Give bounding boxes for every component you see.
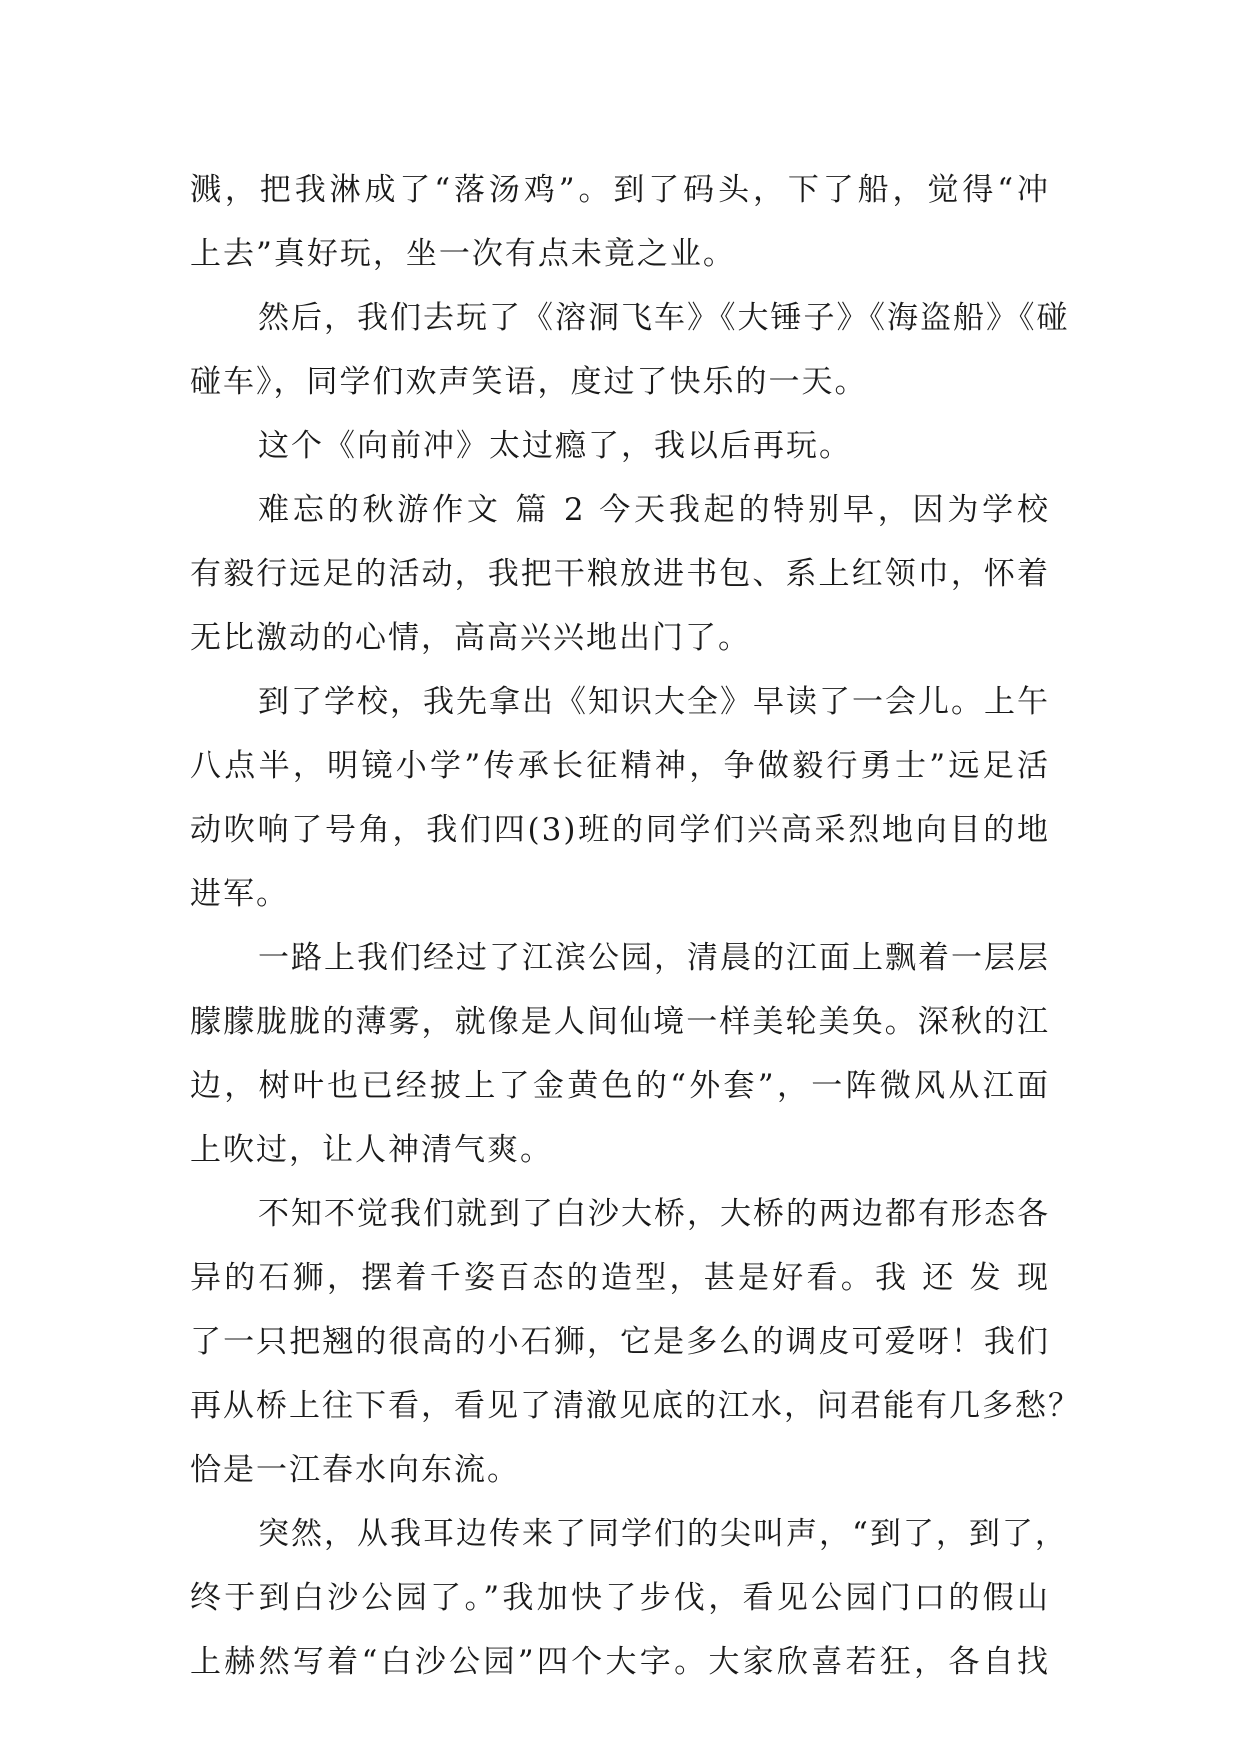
text-line: 动吹响了号角，我们四(3)班的同学们兴高采烈地向目的地 <box>190 812 1050 848</box>
text-line: 八点半，明镜小学”传承长征精神，争做毅行勇士”远足活 <box>190 748 1050 784</box>
paragraph-start-line: 突然，从我耳边传来了同学们的尖叫声，“到了，到了， <box>258 1516 1068 1552</box>
text-line: 了一只把翘的很高的小石狮，它是多么的调皮可爱呀！我们 <box>190 1324 1050 1360</box>
text-line: 上吹过，让人神清气爽。 <box>190 1132 553 1168</box>
text-line: 无比激动的心情，高高兴兴地出门了。 <box>190 620 751 656</box>
text-line: 上赫然写着“白沙公园”四个大字。大家欣喜若狂，各自找 <box>190 1644 1050 1680</box>
text-line: 异的石狮，摆着千姿百态的造型，甚是好看。我 还 发 现 <box>190 1260 1050 1296</box>
text-line: 进军。 <box>190 876 289 912</box>
paragraph-start-line: 不知不觉我们就到了白沙大桥，大桥的两边都有形态各 <box>258 1196 1050 1232</box>
text-line: 再从桥上往下看，看见了清澈见底的江水，问君能有几多愁？ <box>190 1388 1081 1424</box>
essay-heading-line: 难忘的秋游作文 篇 2 今天我起的特别早，因为学校 <box>258 492 1050 528</box>
paragraph-start-line: 这个《向前冲》太过瘾了，我以后再玩。 <box>258 428 852 464</box>
text-line: 有毅行远足的活动，我把干粮放进书包、系上红领巾，怀着 <box>190 556 1050 592</box>
paragraph-start-line: 一路上我们经过了江滨公园，清晨的江面上飘着一层层 <box>258 940 1050 976</box>
text-line: 碰车》，同学们欢声笑语，度过了快乐的一天。 <box>190 364 868 400</box>
text-line: 朦朦胧胧的薄雾，就像是人间仙境一样美轮美奂。深秋的江 <box>190 1004 1050 1040</box>
text-line: 恰是一江春水向东流。 <box>190 1452 520 1488</box>
text-line: 上去”真好玩，坐一次有点未竟之业。 <box>190 236 736 272</box>
paragraph-start-line: 然后，我们去玩了《溶洞飞车》《大锤子》《海盗船》《碰 <box>258 300 1070 336</box>
text-line: 边，树叶也已经披上了金黄色的“外套”，一阵微风从江面 <box>190 1068 1050 1104</box>
essay-body <box>190 158 1081 1694</box>
text-line: 终于到白沙公园了。”我加快了步伐，看见公园门口的假山 <box>190 1580 1050 1616</box>
paragraph-start-line: 到了学校，我先拿出《知识大全》早读了一会儿。上午 <box>258 684 1050 720</box>
text-line: 溅，把我淋成了“落汤鸡”。到了码头，下了船，觉得“冲 <box>190 172 1050 208</box>
